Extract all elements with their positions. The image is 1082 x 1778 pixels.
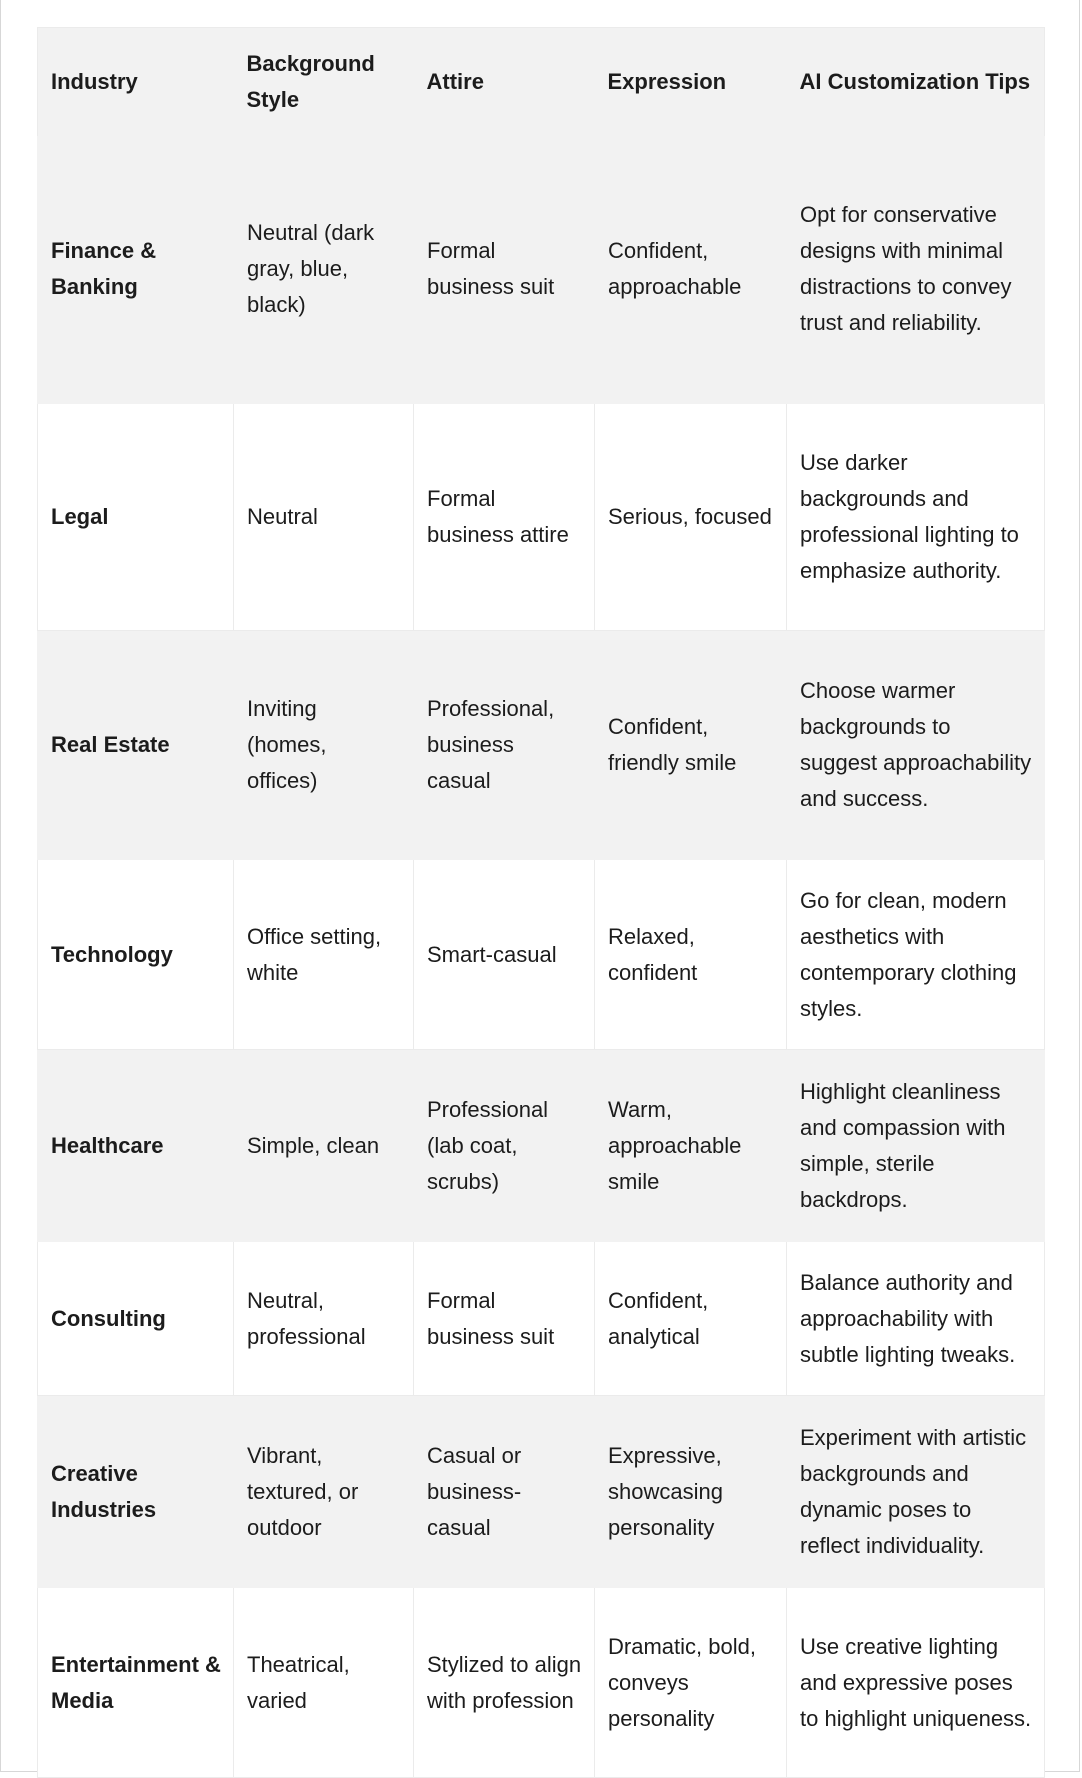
cell-expression: Confident, approachable (595, 136, 787, 404)
cell-attire: Formal business suit (414, 136, 595, 404)
cell-industry: Consulting (38, 1242, 234, 1396)
table-row (38, 1588, 1045, 1778)
cell-expression: Warm, approachable smile (595, 1050, 787, 1242)
table-row (38, 631, 1045, 860)
cell-expression: Relaxed, confident (595, 860, 787, 1050)
cell-ai-tips: Go for clean, modern aesthetics with contemporary clothing styles. (787, 860, 1045, 1050)
cell-background-style: Neutral (dark gray, blue, black) (234, 136, 414, 404)
header-background-style: Background Style (234, 28, 414, 136)
cell-expression: Dramatic, bold, conveys personality (595, 1588, 787, 1778)
table-header (38, 28, 1045, 136)
cell-attire: Casual or business-casual (414, 1396, 595, 1588)
table-body (38, 136, 1045, 1778)
cell-attire: Formal business attire (414, 404, 595, 631)
table-row (38, 1396, 1045, 1588)
industry-headshot-table (37, 27, 1045, 1778)
table-row (38, 1050, 1045, 1242)
table-row (38, 1242, 1045, 1396)
cell-ai-tips: Use darker backgrounds and professional lighting to emphasize authority. (787, 404, 1045, 631)
cell-industry: Healthcare (38, 1050, 234, 1242)
header-attire: Attire (414, 28, 595, 136)
cell-attire: Formal business suit (414, 1242, 595, 1396)
cell-background-style: Neutral, professional (234, 1242, 414, 1396)
header-industry: Industry (38, 28, 234, 136)
cell-expression: Confident, analytical (595, 1242, 787, 1396)
cell-ai-tips: Experiment with artistic backgrounds and dynamic poses to reflect individuality. (787, 1396, 1045, 1588)
cell-ai-tips: Use creative lighting and expressive poses to highlight uniqueness. (787, 1588, 1045, 1778)
cell-expression: Serious, focused (595, 404, 787, 631)
cell-attire: Professional, business casual (414, 631, 595, 860)
cell-background-style: Neutral (234, 404, 414, 631)
cell-attire: Professional (lab coat, scrubs) (414, 1050, 595, 1242)
cell-expression: Confident, friendly smile (595, 631, 787, 860)
cell-ai-tips: Choose warmer backgrounds to suggest approachability and success. (787, 631, 1045, 860)
cell-attire: Stylized to align with profession (414, 1588, 595, 1778)
cell-industry: Real Estate (38, 631, 234, 860)
header-expression: Expression (595, 28, 787, 136)
cell-ai-tips: Opt for conservative designs with minimal distractions to convey trust and reliability. (787, 136, 1045, 404)
cell-expression: Expressive, showcasing personality (595, 1396, 787, 1588)
cell-background-style: Simple, clean (234, 1050, 414, 1242)
industry-table-container (37, 27, 1044, 1778)
cell-industry: Creative Industries (38, 1396, 234, 1588)
table-row (38, 860, 1045, 1050)
cell-background-style: Vibrant, textured, or outdoor (234, 1396, 414, 1588)
cell-ai-tips: Highlight cleanliness and compassion with simple, sterile backdrops. (787, 1050, 1045, 1242)
cell-background-style: Inviting (homes, offices) (234, 631, 414, 860)
header-ai-customization-tips: AI Customization Tips (787, 28, 1045, 136)
cell-background-style: Theatrical, varied (234, 1588, 414, 1778)
cell-attire: Smart-casual (414, 860, 595, 1050)
cell-industry: Entertainment & Media (38, 1588, 234, 1778)
cell-industry: Legal (38, 404, 234, 631)
table-row (38, 404, 1045, 631)
cell-background-style: Office setting, white (234, 860, 414, 1050)
header-row (38, 28, 1045, 136)
cell-industry: Finance & Banking (38, 136, 234, 404)
table-row (38, 136, 1045, 404)
cell-ai-tips: Balance authority and approachability with subtle lighting tweaks. (787, 1242, 1045, 1396)
cell-industry: Technology (38, 860, 234, 1050)
